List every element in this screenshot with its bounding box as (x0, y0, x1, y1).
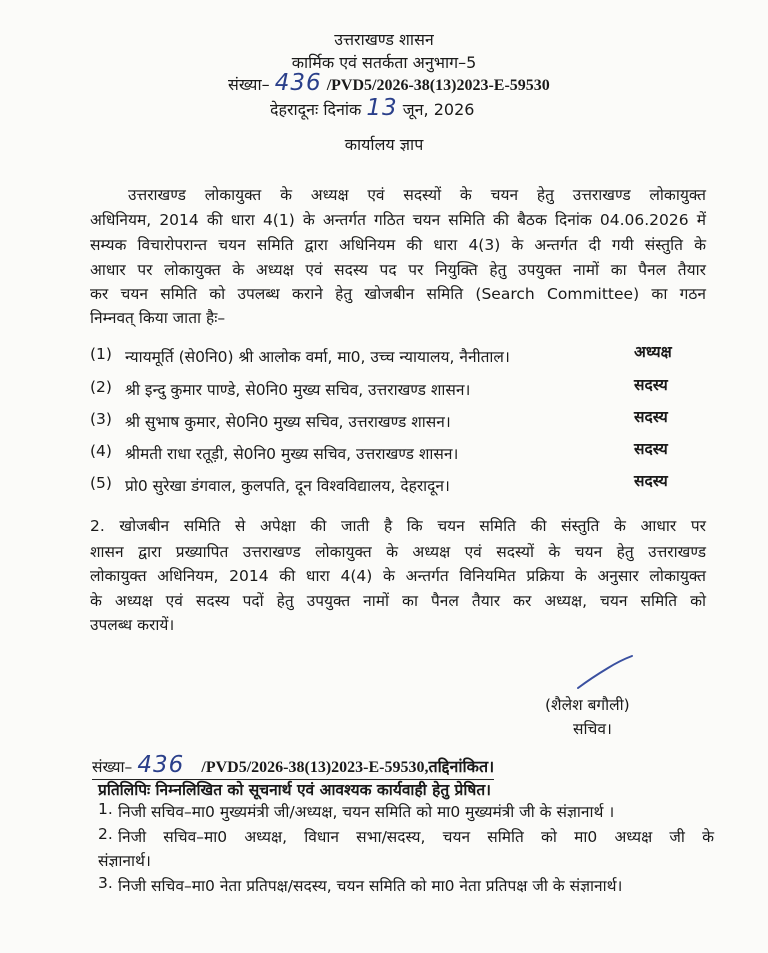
handwritten-day: 13 (366, 95, 398, 121)
item-text: श्री सुभाष कुमार, से0नि0 मुख्य सचिव, उत्तराखण्ड शासन। (125, 413, 451, 431)
copy-heading: प्रतिलिपिः निम्नलिखित को सूचनार्थ एवं आवश्यक कार्यवाही हेतु प्रेषित। (98, 781, 492, 799)
item-role: सदस्य (634, 472, 668, 490)
order-number-line (228, 70, 550, 96)
item-number: (5) (90, 474, 112, 492)
paragraph-line: लोकायुक्त अधिनियम, 2014 की धारा 4(4) के अन्तर्गत विनियमित प्रक्रिया के अनुसार लोकायुक्त (90, 567, 706, 585)
date-suffix: जून, 2026 (402, 100, 475, 119)
memo-title: कार्यालय ज्ञाप (344, 135, 424, 154)
paragraph-line: 2. खोजबीन समिति से अपेक्षा की जाती है कि चयन समिति की संस्तुति के आधार पर (90, 517, 706, 535)
paragraph-line: अधिनियम, 2014 की धारा 4(1) के अन्तर्गत गठित चयन समिति की बैठक दिनांक 04.06.2026 में (90, 211, 706, 229)
handwritten-number: 436 (274, 70, 322, 96)
item-number: (4) (90, 442, 112, 460)
signatory-designation: सचिव। (573, 720, 612, 738)
item-text: न्यायमूर्ति (से0नि0) श्री आलोक वर्मा, मा0, उच्च न्यायालय, नैनीताल। (125, 348, 510, 366)
reference-number: /PVD5/2026-38(13)2023-E-59530 (326, 77, 550, 94)
signatory-name: (शैलेश बगौली) (545, 696, 630, 714)
government-heading: उत्तराखण्ड शासन (334, 30, 434, 49)
copy-text: निजी सचिव–मा0 अध्यक्ष, विधान सभा/सदस्य, चयन समिति को मा0 अध्यक्ष जी के (118, 828, 714, 846)
copy-text: निजी सचिव–मा0 मुख्यमंत्री जी/अध्यक्ष, चयन समिति को मा0 मुख्यमंत्री जी के संज्ञानार्थ । (118, 803, 615, 821)
copy-text-continued: संज्ञानार्थ। (98, 852, 151, 870)
paragraph-line: सम्यक विचारोपरान्त चयन समिति द्वारा अधिनियम की धारा 4(3) के अन्तर्गत दी गयी संस्तुति के (90, 236, 706, 254)
paragraph-line: शासन द्वारा प्रख्यापित उत्तराखण्ड लोकायुक्त के अध्यक्ष एवं सदस्यों के चयन हेतु उत्तराखण्ड (90, 543, 706, 561)
footer-number-label: संख्या– (92, 758, 133, 776)
footer-handwritten-number: 436 (137, 752, 185, 778)
item-number: (2) (90, 378, 112, 396)
paragraph-line: निम्नवत् किया जाता हैः– (90, 309, 226, 327)
paragraph-line: उत्तराखण्ड लोकायुक्त के अध्यक्ष एवं सदस्यों के चयन हेतु उत्तराखण्ड लोकायुक्त (128, 186, 706, 204)
copy-text: निजी सचिव–मा0 नेता प्रतिपक्ष/सदस्य, चयन समिति को मा0 नेता प्रतिपक्ष जी के संज्ञानार्थ। (118, 877, 623, 895)
footer-number-line (92, 752, 494, 780)
copy-number: 2. (98, 825, 113, 843)
date-line (270, 95, 474, 121)
paragraph-line: आधार पर लोकायुक्त के अध्यक्ष एवं सदस्य पद पर नियुक्ति हेतु उपयुक्त नामों का पैनल तैयार (90, 261, 706, 279)
paragraph-line: के अध्यक्ष एवं सदस्य पदों हेतु उपयुक्त नामों का पैनल तैयार कर अध्यक्ष, चयन समिति को (90, 592, 706, 610)
item-text: श्री इन्दु कुमार पाण्डे, से0नि0 मुख्य सचिव, उत्तराखण्ड शासन। (125, 381, 471, 399)
paragraph-line: कर चयन समिति को उपलब्ध कराने हेतु खोजबीन समिति (Search Committee) का गठन (90, 285, 706, 303)
item-role: सदस्य (634, 440, 668, 458)
item-number: (1) (90, 345, 112, 363)
item-role: सदस्य (634, 376, 668, 394)
copy-number: 1. (98, 800, 113, 818)
item-number: (3) (90, 410, 112, 428)
footer-reference: /PVD5/2026-38(13)2023-E-59530,तद्दिनांकित। (201, 759, 495, 776)
item-text: श्रीमती राधा रतूड़ी, से0नि0 मुख्य सचिव, उत्तराखण्ड शासन। (125, 445, 459, 463)
copy-number: 3. (98, 874, 113, 892)
department-heading: कार्मिक एवं सतर्कता अनुभाग–5 (291, 53, 477, 72)
signature-stroke (574, 652, 636, 694)
date-prefix: देहरादूनः दिनांक (270, 100, 362, 119)
paragraph-line: उपलब्ध करायें। (90, 616, 175, 634)
item-role: अध्यक्ष (634, 343, 672, 361)
item-text: प्रो0 सुरेखा डंगवाल, कुलपति, दून विश्वविद्यालय, देहरादून। (125, 477, 450, 495)
number-label: संख्या– (228, 75, 270, 94)
item-role: सदस्य (634, 408, 668, 426)
